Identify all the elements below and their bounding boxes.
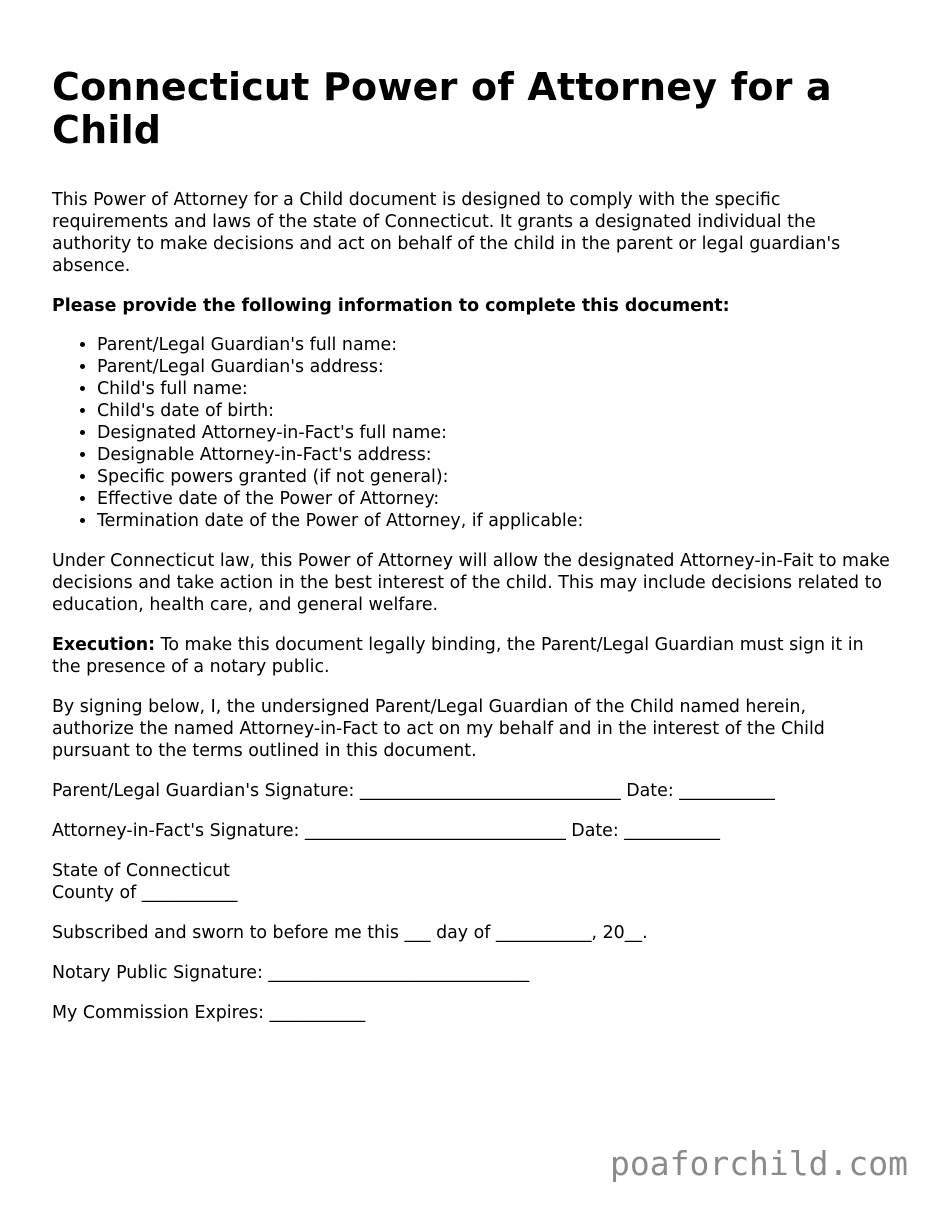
list-item: • Designable Attorney-in-Fact's address: (97, 444, 892, 466)
list-item: • Child's full name: (97, 378, 892, 400)
list-item: • Designated Attorney-in-Fact's full name: (97, 422, 892, 444)
site-watermark: poaforchild.com (609, 1144, 908, 1183)
signing-paragraph: By signing below, I, the undersigned Parent/Legal Guardian of the Child named herein, authorize the named Attorney-in-Fact to act on my behalf and in the interest of the Child pursuant to the terms outlined in this document. (52, 697, 825, 761)
execution-label: Execution: (52, 635, 156, 655)
venue-block (52, 860, 892, 904)
sworn-line: Subscribed and sworn to before me this ___ day of ___________, 20__. (52, 923, 648, 943)
execution-paragraph (52, 634, 892, 678)
intro-paragraph: This Power of Attorney for a Child document is designed to comply with the specific requirements and laws of the state of Connecticut. It grants a designated individual the authority to make decisions and act on behalf of the child in the parent or legal guardian's absence. (52, 190, 841, 276)
commission-expiry-line: My Commission Expires: ___________ (52, 1003, 366, 1023)
notary-signature-line: Notary Public Signature: ______________________________ (52, 963, 530, 983)
list-item: • Effective date of the Power of Attorney: (97, 488, 892, 510)
parent-signature-line: Parent/Legal Guardian's Signature: ______________________________ Date: ___________ (52, 781, 775, 801)
list-item: • Termination date of the Power of Attorney, if applicable: (97, 510, 892, 532)
state-line: State of Connecticut (52, 861, 230, 881)
attorney-signature-line: Attorney-in-Fact's Signature: ______________________________ Date: ___________ (52, 821, 720, 841)
county-line: County of ___________ (52, 883, 238, 903)
list-item: • Specific powers granted (if not general): (97, 466, 892, 488)
document-page (52, 66, 892, 1024)
information-prompt: Please provide the following information to complete this document: (52, 296, 730, 316)
list-item: • Parent/Legal Guardian's full name: (97, 334, 892, 356)
document-title: Connecticut Power of Attorney for a Child (52, 65, 832, 152)
required-fields-list (52, 334, 892, 532)
list-item: • Parent/Legal Guardian's address: (97, 356, 892, 378)
list-item: • Child's date of birth: (97, 400, 892, 422)
execution-text: To make this document legally binding, the Parent/Legal Guardian must sign it in the presence of a notary public. (52, 635, 864, 677)
law-paragraph: Under Connecticut law, this Power of Attorney will allow the designated Attorney-in-Fait to make decisions and take action in the best interest of the child. This may include decisions related to education, health care, and general welfare. (52, 551, 890, 615)
